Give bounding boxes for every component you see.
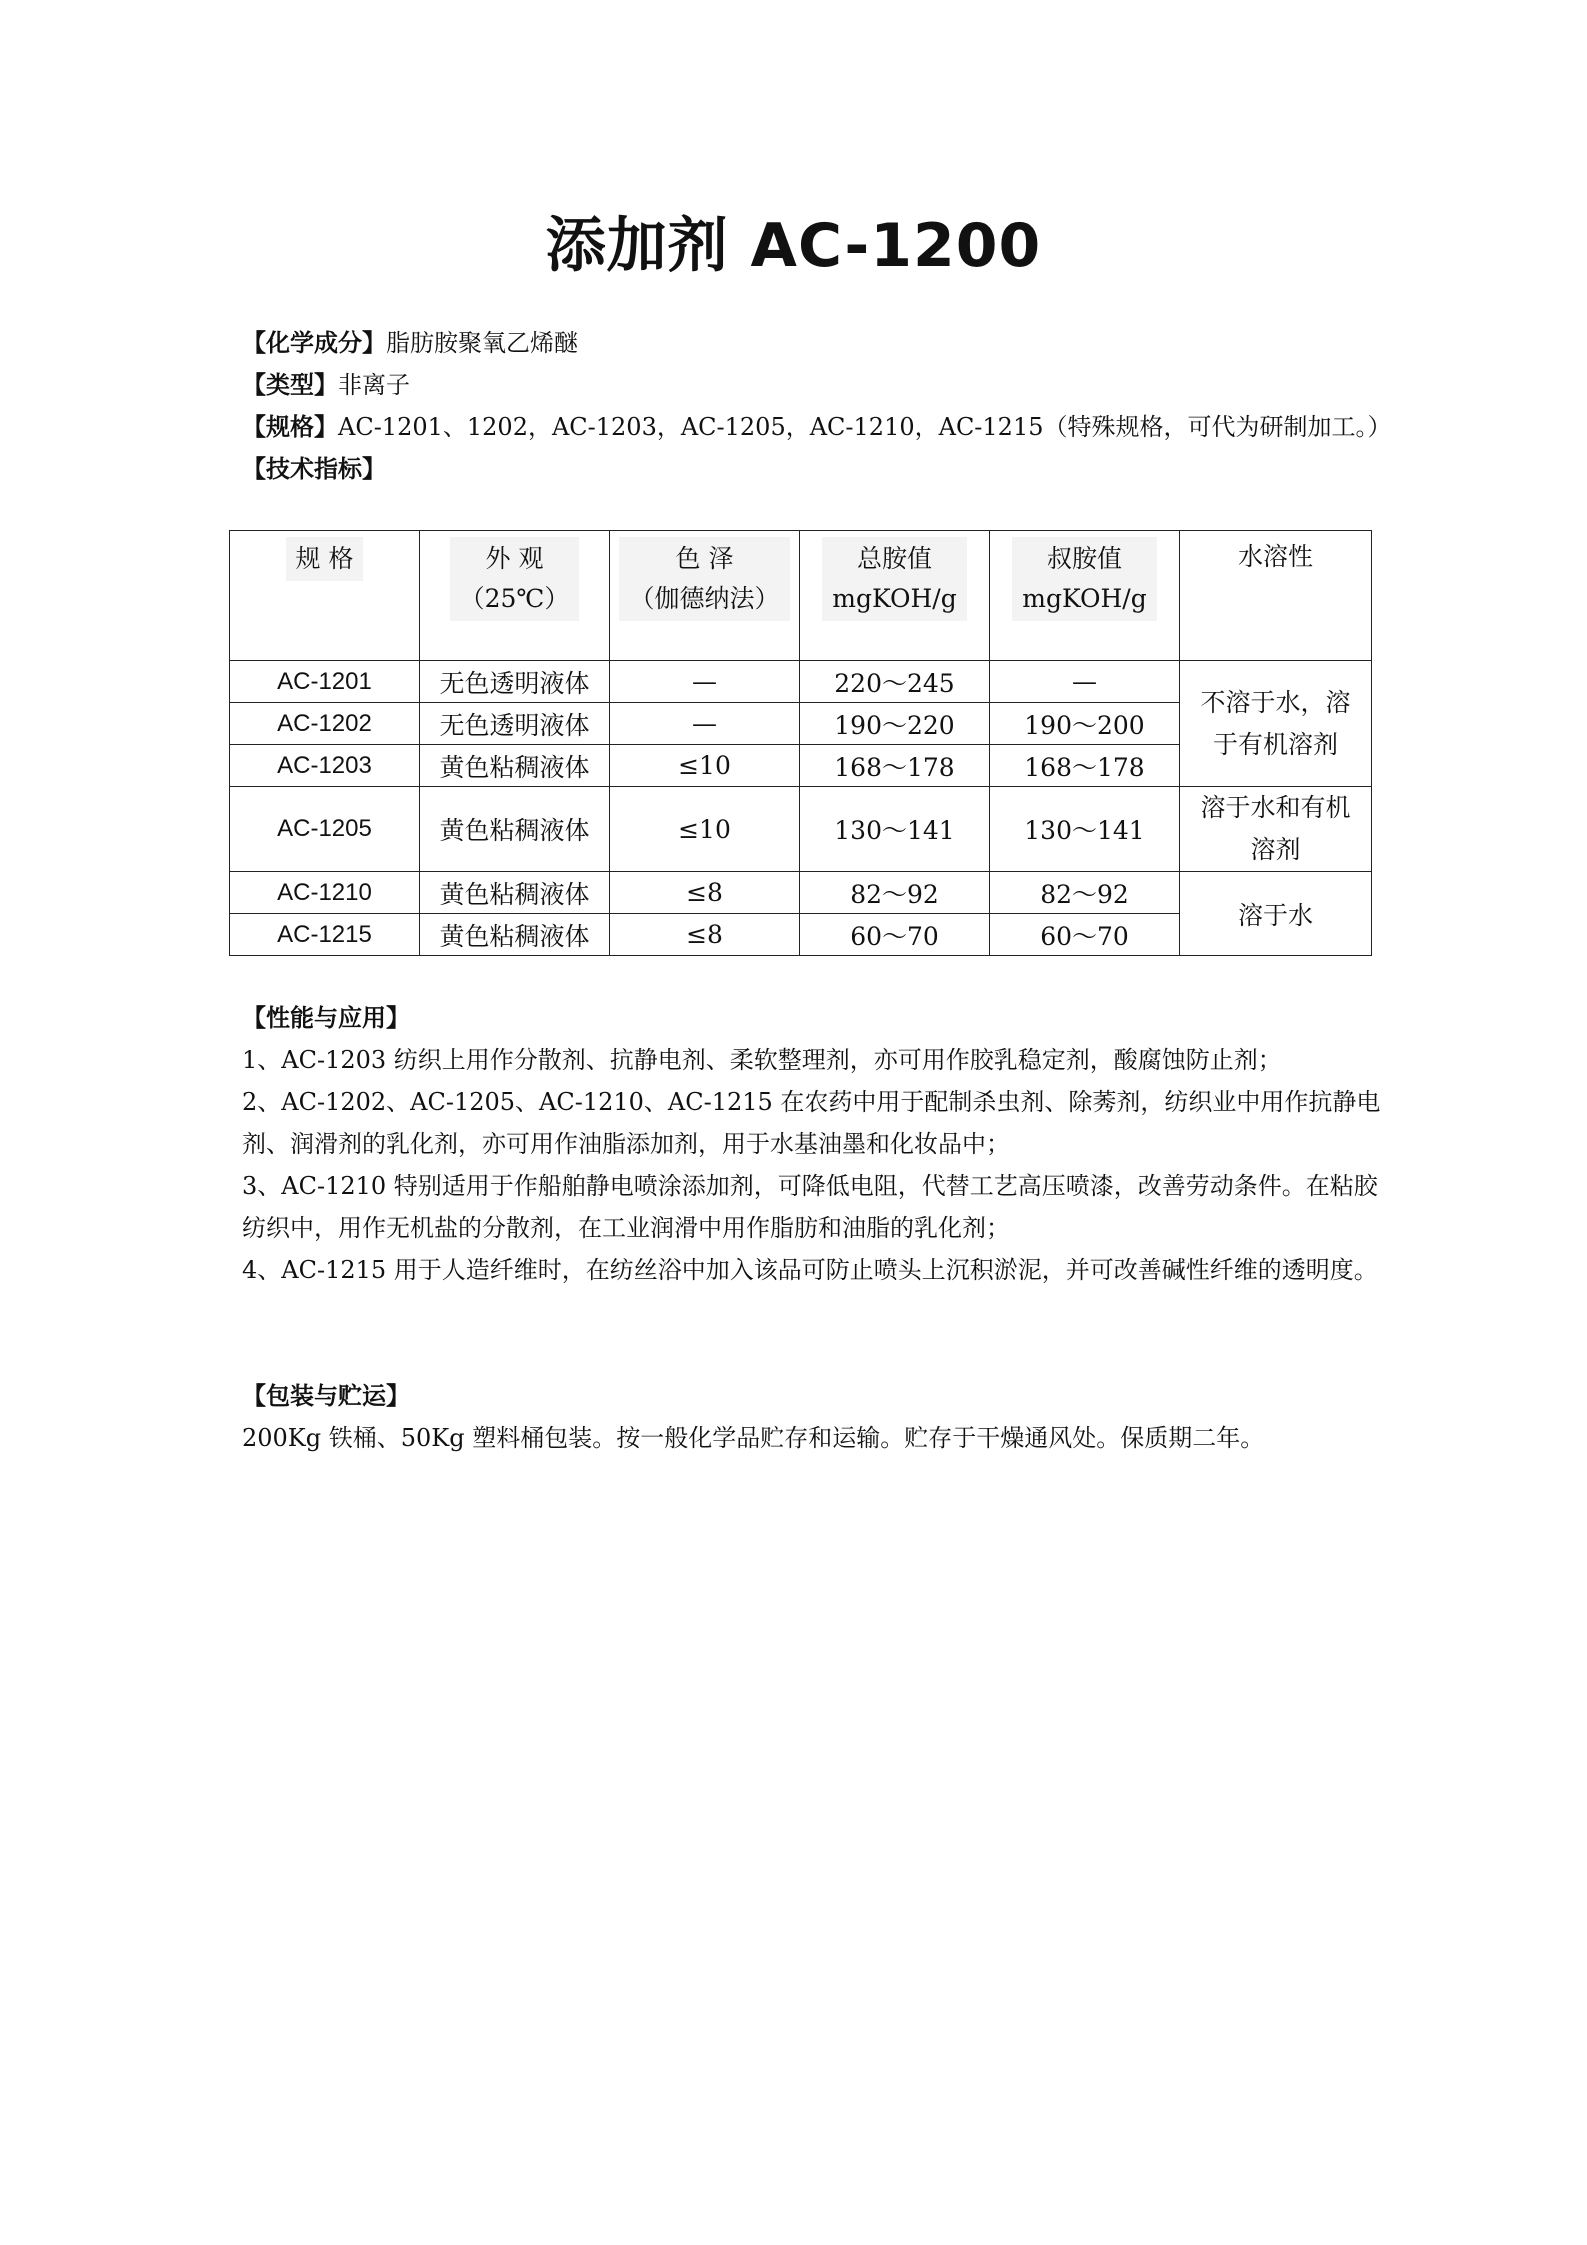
cell-total-amine: 190～220 bbox=[800, 703, 990, 745]
cell-appearance: 无色透明液体 bbox=[420, 661, 610, 703]
type-value: 非离子 bbox=[338, 371, 410, 399]
cell-total-amine: 60～70 bbox=[800, 914, 990, 956]
cell-total-amine: 168～178 bbox=[800, 745, 990, 787]
header-solubility: 水溶性 bbox=[1180, 531, 1372, 661]
header-tertiary-amine: 叔胺值 mgKOH/g bbox=[990, 531, 1180, 661]
header-color: 色 泽 （伽德纳法） bbox=[610, 531, 800, 661]
page-title: 添加剂 AC-1200 bbox=[545, 211, 1042, 281]
header-appearance: 外 观 （25℃） bbox=[420, 531, 610, 661]
tech-line bbox=[242, 448, 1382, 490]
cell-tertiary-amine: 190～200 bbox=[990, 703, 1180, 745]
cell-appearance: 无色透明液体 bbox=[420, 703, 610, 745]
performance-item-4: 4、AC-1215 用于人造纤维时，在纺丝浴中加入该品可防止喷头上沉积淤泥，并可改善碱性纤维的透明度。 bbox=[242, 1256, 1378, 1284]
cell-solubility-group2: 溶于水和有机 溶剂 bbox=[1180, 787, 1372, 872]
table-header-row bbox=[230, 531, 1372, 661]
cell-tertiary-amine: 82～92 bbox=[990, 872, 1180, 914]
cell-total-amine: 82～92 bbox=[800, 872, 990, 914]
composition-line bbox=[242, 322, 1382, 364]
cell-appearance: 黄色粘稠液体 bbox=[420, 872, 610, 914]
performance-section bbox=[242, 997, 1382, 1291]
performance-heading: 【性能与应用】 bbox=[242, 1004, 410, 1032]
cell-spec: AC-1201 bbox=[230, 661, 420, 703]
table-row bbox=[230, 661, 1372, 703]
cell-appearance: 黄色粘稠液体 bbox=[420, 745, 610, 787]
cell-appearance: 黄色粘稠液体 bbox=[420, 787, 610, 872]
spec-value: AC-1201、1202，AC-1203，AC-1205，AC-1210，AC-1215（特殊规格，可代为研制加工。） bbox=[338, 413, 1392, 441]
cell-color: ≤8 bbox=[610, 872, 800, 914]
tech-label: 【技术指标】 bbox=[242, 455, 386, 483]
cell-color: ≤10 bbox=[610, 745, 800, 787]
cell-spec: AC-1202 bbox=[230, 703, 420, 745]
cell-spec: AC-1215 bbox=[230, 914, 420, 956]
cell-spec: AC-1205 bbox=[230, 787, 420, 872]
cell-spec: AC-1210 bbox=[230, 872, 420, 914]
header-spec: 规 格 bbox=[230, 531, 420, 661]
cell-color: ≤10 bbox=[610, 787, 800, 872]
performance-item-1: 1、AC-1203 纺织上用作分散剂、抗静电剂、柔软整理剂，亦可用作胶乳稳定剂，酸腐蚀防止剂； bbox=[242, 1046, 1282, 1074]
packaging-text: 200Kg 铁桶、50Kg 塑料桶包装。按一般化学品贮存和运输。贮存于干燥通风处。保质期二年。 bbox=[242, 1424, 1265, 1452]
cell-total-amine: 130～141 bbox=[800, 787, 990, 872]
cell-color: — bbox=[610, 703, 800, 745]
cell-solubility-group3: 溶于水 bbox=[1180, 872, 1372, 956]
cell-color: ≤8 bbox=[610, 914, 800, 956]
packaging-section bbox=[242, 1375, 1382, 1459]
type-line bbox=[242, 364, 1382, 406]
header-total-amine: 总胺值 mgKOH/g bbox=[800, 531, 990, 661]
product-info bbox=[242, 322, 1392, 490]
cell-color: — bbox=[610, 661, 800, 703]
table-row bbox=[230, 787, 1372, 872]
spec-label: 【规格】 bbox=[242, 413, 338, 441]
cell-tertiary-amine: 130～141 bbox=[990, 787, 1180, 872]
cell-solubility-group1: 不溶于水，溶 于有机溶剂 bbox=[1180, 661, 1372, 787]
cell-tertiary-amine: — bbox=[990, 661, 1180, 703]
cell-total-amine: 220～245 bbox=[800, 661, 990, 703]
cell-tertiary-amine: 168～178 bbox=[990, 745, 1180, 787]
packaging-heading: 【包装与贮运】 bbox=[242, 1382, 410, 1410]
composition-label: 【化学成分】 bbox=[242, 329, 386, 357]
spec-table bbox=[229, 530, 1372, 956]
table-row bbox=[230, 872, 1372, 914]
cell-appearance: 黄色粘稠液体 bbox=[420, 914, 610, 956]
performance-item-2: 2、AC-1202、AC-1205、AC-1210、AC-1215 在农药中用于配制杀虫剂、除莠剂，纺织业中用作抗静电剂、润滑剂的乳化剂，亦可用作油脂添加剂，用于水基油墨和化妆品中； bbox=[242, 1088, 1381, 1158]
cell-spec: AC-1203 bbox=[230, 745, 420, 787]
cell-tertiary-amine: 60～70 bbox=[990, 914, 1180, 956]
spec-line bbox=[242, 406, 1392, 448]
composition-value: 脂肪胺聚氧乙烯醚 bbox=[386, 329, 578, 357]
type-label: 【类型】 bbox=[242, 371, 338, 399]
performance-item-3: 3、AC-1210 特别适用于作船舶静电喷涂添加剂，可降低电阻，代替工艺高压喷漆，改善劳动条件。在粘胶纺织中，用作无机盐的分散剂，在工业润滑中用作脂肪和油脂的乳化剂； bbox=[242, 1172, 1378, 1242]
